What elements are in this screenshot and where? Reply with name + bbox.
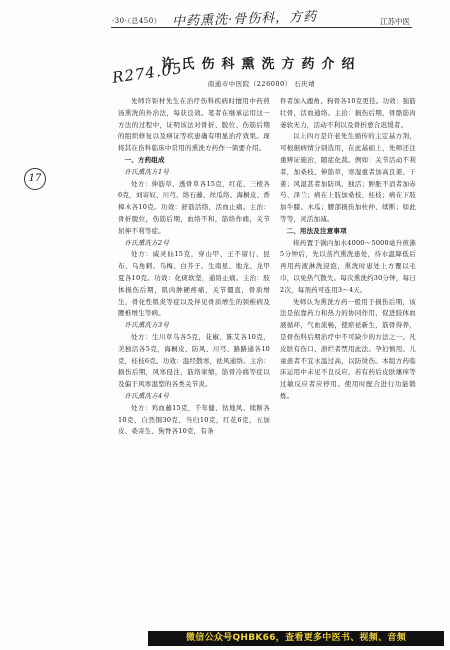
circled-number-annotation: 17 <box>24 168 46 190</box>
paragraph: 处方：鸡血藤15克，千年健、钻地风、续断各10克，自然铜30克，当归10克，红花6克，五加皮、桑寄生、狗脊各10克，有条 <box>118 403 270 436</box>
paragraph: 件者加入鹿角、狗骨各10克更佳。功效：强筋壮骨，活血通络。主治：损伤后期，骨骼筋肉萎软无力，活动不利以及骨折愈合迟缓者。 <box>280 97 416 129</box>
section-heading: 一、方药组成 <box>124 155 165 164</box>
paragraph: 处方：生川草乌各5克，花椒、陈艾各10克，美独活各5克，海桐皮、防风、川芎、路路通各10克，桂枝6克。功效：温经散寒，祛风通络。主治：损伤后期，风寒侵注，筋络挛缩，筋骨冷痛等症以及偏于风寒湿型的各类关节炎。 <box>118 332 270 389</box>
handwritten-annotation: 中药熏洗·骨伤科，方药 <box>171 9 318 30</box>
formula-heading: 许氏熏洗方4号 <box>124 391 170 400</box>
right-text-column <box>280 96 416 403</box>
article-author: 南通市中医院（226000） 石庆靖 <box>207 80 316 88</box>
paragraph: 处方：威灵仙15克，穿山甲、王不留行、昆布、乌角刺、乌梅、白芥子、生南星、地龙、龙甲夏各10克。功效：化痰软坚，通络止痛。主治：肢体损伤后期，肌肉肿硬疼痛，关节僵直，骨质增生，骨化性肌炎等症以及伴见骨质增生的颈椎病及腰椎增生等病。 <box>118 250 270 318</box>
formula-heading: 许氏熏洗方3号 <box>124 321 170 330</box>
page-number-label: ·30·（总450） <box>112 17 162 25</box>
formula-heading: 许氏熏洗方2号 <box>124 238 170 247</box>
article-title: 许氏伤科熏洗方药介绍 <box>161 57 362 72</box>
paragraph: 将药置于锅内加水4000～5000毫升煎沸5分钟后，先以蒸汽熏洗患处，待水温降低后再用药液淋洗浸泡，熏洗时患处上方覆以毛巾，以免热气散失。每次熏洗约30分钟，每日2次，每剂药可连用3～4天。 <box>280 238 416 294</box>
section-heading: 二、用法及注意事项 <box>286 226 347 235</box>
paragraph: 先师认为熏洗方药一般用于损伤后期，该法是依靠药力和热力的协同作用，促进肢体血液循环，气血流畅，使瘀祛新生，筋骨得养，是骨伤科后期治疗中不可缺少的方法之一。凡皮肤有伤口、溃烂者禁用此法。孕妇慎用。儿童患者不宜水温过高，以防烫伤。本组方药临床运用中未见不良反应。若有药后皮肤瘙痒等过敏反应者应停用。使用时配合进行功能锻炼。 <box>280 297 416 400</box>
handwritten-call-number: R274.05 <box>111 59 184 87</box>
journal-name: 江苏中医 <box>380 17 410 26</box>
header-rule <box>111 27 412 28</box>
footer-banner: 微信公众号QHBK66，查看更多中医书、视频、音频 <box>148 631 444 646</box>
paragraph: 先师许钜材先生在治疗伤科疾病时擅用中药煎汤熏洗的外治法，每获良效。笔者在继承运用这一方法的过程中，证明该法对骨折、脱位、伤筋后期的组织修复以及痹证等疾患确有明显治疗效果。现将其在伤科临床中常用的熏洗方药作一简要介绍。 <box>118 97 270 153</box>
paragraph: 处方：伸筋草、透骨草各15克，红花、三棱各6克，刘寄奴、川芎、络石藤、丝瓜络、海桐皮、香樟木各10克。功效：舒筋活络，活血止痛。主治：骨折脱位，伤筋后期，血络不和，筋络作痛，关节屈伸不利等症。 <box>118 179 270 235</box>
left-text-column <box>118 96 270 438</box>
paragraph: 以上四方是许老先生循传的主定基方剂，可根据病情分别选用，在此基础上，先师还注重辨证施治，随症化裁。例如：关节活动不利者，加桑枝、伸筋草，寒湿重者加高良姜、干姜；风湿甚者加防风、独活；肿胀不消者加赤芍、泽兰；病在上肢加桑枝、桂枝；病在下肢加牛膝、木瓜；腰部损伤加杜仲、续断；如此等等，灵活加减。 <box>280 132 416 223</box>
formula-heading: 许氏熏洗方1号 <box>124 167 170 176</box>
